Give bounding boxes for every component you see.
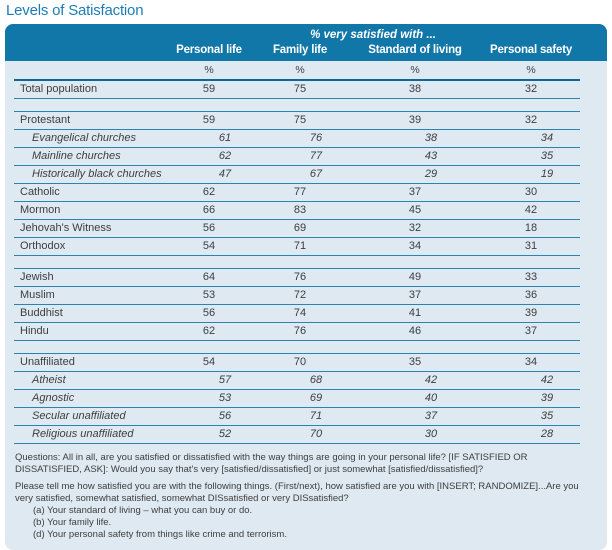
row-value: 34 (482, 129, 580, 147)
row-value: 70 (252, 425, 348, 443)
row-value: 31 (482, 237, 580, 255)
table-row (14, 371, 580, 389)
row-label: Evangelical churches (14, 129, 166, 147)
row-value: 59 (166, 80, 252, 98)
row-label: Mormon (14, 201, 166, 219)
table-header-band (5, 24, 607, 61)
row-value: 37 (348, 183, 482, 201)
row-label: Unaffiliated (14, 353, 166, 371)
table-row (14, 129, 580, 147)
row-value: 36 (482, 286, 580, 304)
row-value: 77 (252, 147, 348, 165)
row-label: Religious unaffiliated (14, 425, 166, 443)
row-value: 69 (252, 219, 348, 237)
table-row (14, 389, 580, 407)
row-value: 34 (482, 353, 580, 371)
footnote-item-d: (d) Your personal safety from things like crime and terrorism. (33, 528, 287, 540)
unit-cell: % (348, 61, 482, 80)
footnotes (5, 444, 607, 550)
row-value: 46 (348, 322, 482, 340)
row-label: Orthodox (14, 237, 166, 255)
row-value: 52 (166, 425, 252, 443)
row-value: 76 (252, 129, 348, 147)
row-value: 38 (348, 129, 482, 147)
column-header-personal-safety: Personal safety (490, 43, 573, 56)
row-value: 35 (482, 147, 580, 165)
row-value: 40 (348, 389, 482, 407)
row-value: 32 (482, 111, 580, 129)
row-value: 76 (252, 322, 348, 340)
table-row (14, 80, 580, 98)
row-label: Hindu (14, 322, 166, 340)
row-label: Mainline churches (14, 147, 166, 165)
footnote-item-a: (a) Your standard of living – what you can buy or do. (33, 504, 253, 516)
row-value: 37 (348, 407, 482, 425)
table-row (14, 237, 580, 255)
row-value: 30 (348, 425, 482, 443)
row-label: Historically black churches (14, 165, 166, 183)
row-label: Catholic (14, 183, 166, 201)
table-row (14, 201, 580, 219)
row-value: 47 (166, 165, 252, 183)
row-value: 69 (252, 389, 348, 407)
table-gap-row (14, 98, 580, 111)
table-gap-row (14, 255, 580, 268)
table-spanner-row (5, 26, 607, 41)
row-value: 56 (166, 407, 252, 425)
row-value: 28 (482, 425, 580, 443)
footnote-questions: Questions: All in all, are you satisfied or dissatisfied with the way things are going in your personal life? [IF SATISFIED OR DISSATISFIED, ASK]: Would you say that's very [satisfied/dissatisfied] or just somewhat [satisfied/dissatisfied]? (15, 451, 528, 475)
row-value: 56 (166, 219, 252, 237)
table-row (14, 111, 580, 129)
row-label: Agnostic (14, 389, 166, 407)
footnote-item-b: (b) Your family life. (33, 516, 112, 528)
row-label: Total population (14, 80, 166, 98)
table-row (14, 304, 580, 322)
row-value: 71 (252, 407, 348, 425)
row-label: Atheist (14, 371, 166, 389)
row-value: 42 (482, 371, 580, 389)
row-value: 35 (348, 353, 482, 371)
table-row (14, 322, 580, 340)
row-value: 42 (348, 371, 482, 389)
row-value: 37 (482, 322, 580, 340)
row-value: 35 (482, 407, 580, 425)
unit-cell: % (252, 61, 348, 80)
row-value: 74 (252, 304, 348, 322)
unit-row (14, 61, 580, 80)
row-value: 61 (166, 129, 252, 147)
row-value: 76 (252, 268, 348, 286)
table-row (14, 165, 580, 183)
row-label: Secular unaffiliated (14, 407, 166, 425)
row-value: 37 (348, 286, 482, 304)
row-value: 29 (348, 165, 482, 183)
unit-cell: % (482, 61, 580, 80)
row-value: 30 (482, 183, 580, 201)
table-row (14, 286, 580, 304)
report-page (0, 2, 612, 542)
row-value: 42 (482, 201, 580, 219)
row-value: 45 (348, 201, 482, 219)
table-row (14, 183, 580, 201)
row-value: 54 (166, 237, 252, 255)
table-row (14, 219, 580, 237)
row-value: 64 (166, 268, 252, 286)
table-spanner-label: % very satisfied with ... (310, 29, 436, 41)
table-header (5, 26, 607, 58)
row-value: 39 (348, 111, 482, 129)
table-row (14, 353, 580, 371)
table-row (14, 407, 580, 425)
row-value: 67 (252, 165, 348, 183)
column-header-standard-of-living: Standard of living (368, 43, 462, 56)
row-value: 33 (482, 268, 580, 286)
row-value: 71 (252, 237, 348, 255)
footnote-please-tell: Please tell me how satisfied you are with the following things. (First/next), how satisfied are you with [INSERT; RANDOMIZE]...Are you very satisfied, somewhat satisfied, somewhat DISsatisfied or very DISsatisfied? (15, 480, 579, 504)
row-label: Jehovah's Witness (14, 219, 166, 237)
row-value: 77 (252, 183, 348, 201)
row-value: 19 (482, 165, 580, 183)
row-value: 43 (348, 147, 482, 165)
row-value: 32 (482, 80, 580, 98)
row-value: 75 (252, 80, 348, 98)
row-value: 53 (166, 389, 252, 407)
row-value: 38 (348, 80, 482, 98)
row-value: 83 (252, 201, 348, 219)
row-value: 56 (166, 304, 252, 322)
table-body (14, 61, 580, 443)
row-value: 49 (348, 268, 482, 286)
row-label: Protestant (14, 111, 166, 129)
row-value: 57 (166, 371, 252, 389)
row-value: 75 (252, 111, 348, 129)
row-value: 39 (482, 389, 580, 407)
satisfaction-table-panel (5, 24, 607, 550)
row-value: 54 (166, 353, 252, 371)
row-value: 18 (482, 219, 580, 237)
row-label: Muslim (14, 286, 166, 304)
row-value: 32 (348, 219, 482, 237)
row-value: 62 (166, 183, 252, 201)
table-row (14, 147, 580, 165)
table-column-header-row (5, 41, 607, 58)
row-value: 68 (252, 371, 348, 389)
table-row (14, 425, 580, 443)
row-value: 70 (252, 353, 348, 371)
row-value: 62 (166, 147, 252, 165)
unit-cell: % (166, 61, 252, 80)
row-label: Buddhist (14, 304, 166, 322)
column-header-family-life: Family life (272, 43, 328, 56)
row-value: 72 (252, 286, 348, 304)
row-value: 34 (348, 237, 482, 255)
row-value: 59 (166, 111, 252, 129)
table-row (14, 268, 580, 286)
row-value: 66 (166, 201, 252, 219)
row-value: 62 (166, 322, 252, 340)
satisfaction-table (14, 61, 580, 444)
row-value: 39 (482, 304, 580, 322)
row-value: 41 (348, 304, 482, 322)
table-gap-row (14, 340, 580, 353)
column-header-personal-life: Personal life (176, 43, 242, 56)
page-title: Levels of Satisfaction (6, 2, 144, 19)
row-label: Jewish (14, 268, 166, 286)
row-value: 53 (166, 286, 252, 304)
